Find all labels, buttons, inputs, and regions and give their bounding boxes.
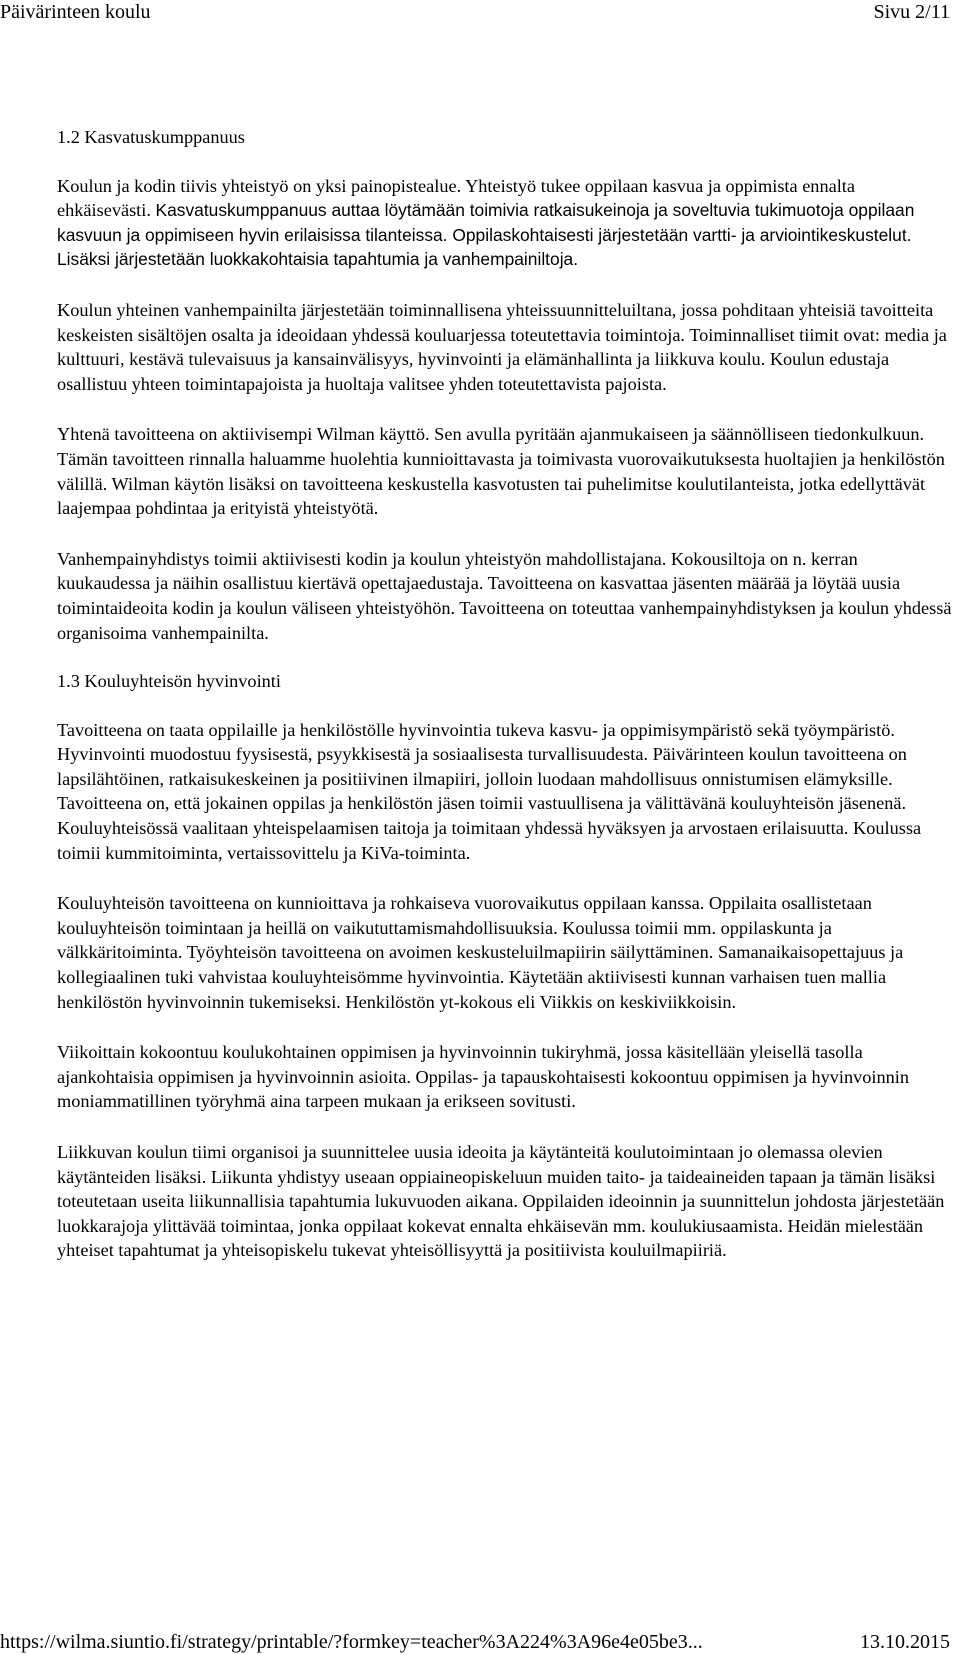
section-heading-1-2: 1.2 Kasvatuskumppanuus bbox=[57, 127, 245, 147]
paragraph: Kouluyhteisön tavoitteena on kunnioittava ja rohkaiseva vuorovaikutus oppilaan kanssa. Oppilaita osallistetaan kouluyhteisön toimintaan ja heillä on vaikututtamismahdollisuuksia. Koulussa toimii mm. oppilaskunta ja välkkäritoiminta. Työyhteisön tavoitteena on avoimen keskusteluilmapiirin säilyttäminen. Samanaikaisopettajuus ja kollegiaalinen tuki vahvistaa kouluyhteisömme hyvinvointia. Käytetään aktiivisesti kunnan varhaisen tuen mallia henkilöstön hyvinvoinnin tukemiseksi. Henkilöstön yt-kokous eli Viikkis on keskiviikkoisin. bbox=[57, 893, 904, 1012]
paragraph-text: Koulun ja kodin tiivis yhteistyö on yksi painopistealue. Yhteistyö tukee oppilaan kasvua ja oppimista ennalta ehkäisevästi. bbox=[57, 175, 855, 221]
section-heading-1-3: 1.3 Kouluyhteisön hyvinvointi bbox=[57, 671, 281, 692]
paragraph: Koulun yhteinen vanhempainilta järjestetään toiminnallisena yhteissuunnitteluiltana, jossa pohditaan yhteisiä tavoitteita keskeisten sisältöjen osalta ja ideoidaan yhdessä kouluarjessa toteutettavia toimintoja. Toiminnalliset tiimit ovat: media ja kulttuuri, kestävä tulevaisuus ja kansainvälisyys, hyvinvointi ja elämänhallinta ja liikkuva koulu. Koulun edustaja osallistuu yhteen toimintapajoista ja huoltaja valitsee yhden toteutettavista pajoista. bbox=[57, 299, 947, 394]
page-number: Sivu 2/11 bbox=[873, 1, 950, 23]
page-footer bbox=[0, 1630, 960, 1654]
footer-url: https://wilma.siuntio.fi/strategy/printable/?formkey=teacher%3A224%3A96e4e05be3... bbox=[0, 1631, 703, 1653]
paragraph: Liikkuvan koulun tiimi organisoi ja suunnittelee uusia ideoita ja käytänteitä koulutoimintaan jo olemassa olevien käytänteiden lisäksi. Liikunta yhdistyy useaan oppiaineopiskeluun muiden taito- ja taideaineiden tapaan ja tämän lisäksi toteutetaan useita liikunnallisia tapahtumia lukuvuoden aikana. Oppilaiden ideoinnin ja suunnittelun johdosta järjestetään luokkarajoja ylittävää toimintaa, jonka oppilaat kokevat ennalta ehkäisevän mm. koulukiusaamista. Heidän mielestään yhteiset tapahtumat ja yhteisopiskelu tukevat yhteisöllisyyttä ja positiivista kouluilmapiiriä. bbox=[57, 1142, 945, 1261]
paragraph-text-sans: Kasvatuskumppanuus auttaa löytämään toimivia ratkaisukeinoja ja soveltuvia tukimuotoja oppilaan kasvuun ja oppimiseen hyvin erilaisissa tilanteissa. Oppilaskohtaisesti järjestetään vartti- ja arviointikeskustelut. Lisäksi järjestetään luokkakohtaisia tapahtumia ja vanhempainiltoja. bbox=[57, 200, 915, 270]
document-title: Päivärinteen koulu bbox=[0, 1, 151, 23]
page-header bbox=[0, 0, 960, 30]
footer-date: 13.10.2015 bbox=[860, 1631, 950, 1653]
paragraph: Vanhempainyhdistys toimii aktiivisesti kodin ja koulun yhteistyön mahdollistajana. Kokousiltoja on n. kerran kuukaudessa ja näihin osallistuu kiertävä opettajaedustaja. Tavoitteena on kasvattaa jäsenten määrää ja löytää uusia toimintaideoita kodin ja koulun väliseen yhteistyöhön. Tavoitteena on toteuttaa vanhempainyhdistyksen ja koulun yhdessä organisoima vanhempainilta. bbox=[57, 548, 952, 643]
paragraph: Yhtenä tavoitteena on aktiivisempi Wilman käyttö. Sen avulla pyritään ajanmukaiseen ja säännölliseen tiedonkulkuun. Tämän tavoitteen rinnalla haluamme huolehtia kunnioittavasta ja toimivasta vuorovaikutuksesta huoltajien ja henkilöstön välillä. Wilman käytön lisäksi on tavoitteena keskustella kasvotusten tai puhelimitse koulutilanteista, jotka edellyttävät laajempaa pohdintaa ja erityistä yhteistyötä. bbox=[57, 424, 945, 519]
document-body bbox=[57, 125, 952, 1289]
paragraph: Tavoitteena on taata oppilaille ja henkilöstölle hyvinvointia tukeva kasvu- ja oppimisympäristö sekä työympäristö. Hyvinvointi muodostuu fyysisestä, psyykkisestä ja sosiaalisesta turvallisuudesta. Päivärinteen koulun tavoitteena on lapsilähtöinen, ratkaisukeskeinen ja positiivinen ilmapiiri, jolloin luodaan mahdollisuus onnistumisen elämyksille. Tavoitteena on, että jokainen oppilas ja henkilöstön jäsen toimii vastuullisena ja välittävänä kouluyhteisön jäsenenä. Kouluyhteisössä vaalitaan yhteispelaamisen taitoja ja toimitaan yhdessä hyväksyen ja arvostaen erilaisuutta. Koulussa toimii kummitoiminta, vertaissovittelu ja KiVa-toiminta. bbox=[57, 719, 922, 863]
paragraph bbox=[57, 174, 952, 272]
paragraph: Viikoittain kokoontuu koulukohtainen oppimisen ja hyvinvoinnin tukiryhmä, jossa käsitellään yleisellä tasolla ajankohtaisia oppimisen ja hyvinvoinnin asioita. Oppilas- ja tapauskohtaisesti kokoontuu oppimisen ja hyvinvoinnin moniammatillinen työryhmä aina tarpeen mukaan ja erikseen sovitusti. bbox=[57, 1042, 909, 1112]
